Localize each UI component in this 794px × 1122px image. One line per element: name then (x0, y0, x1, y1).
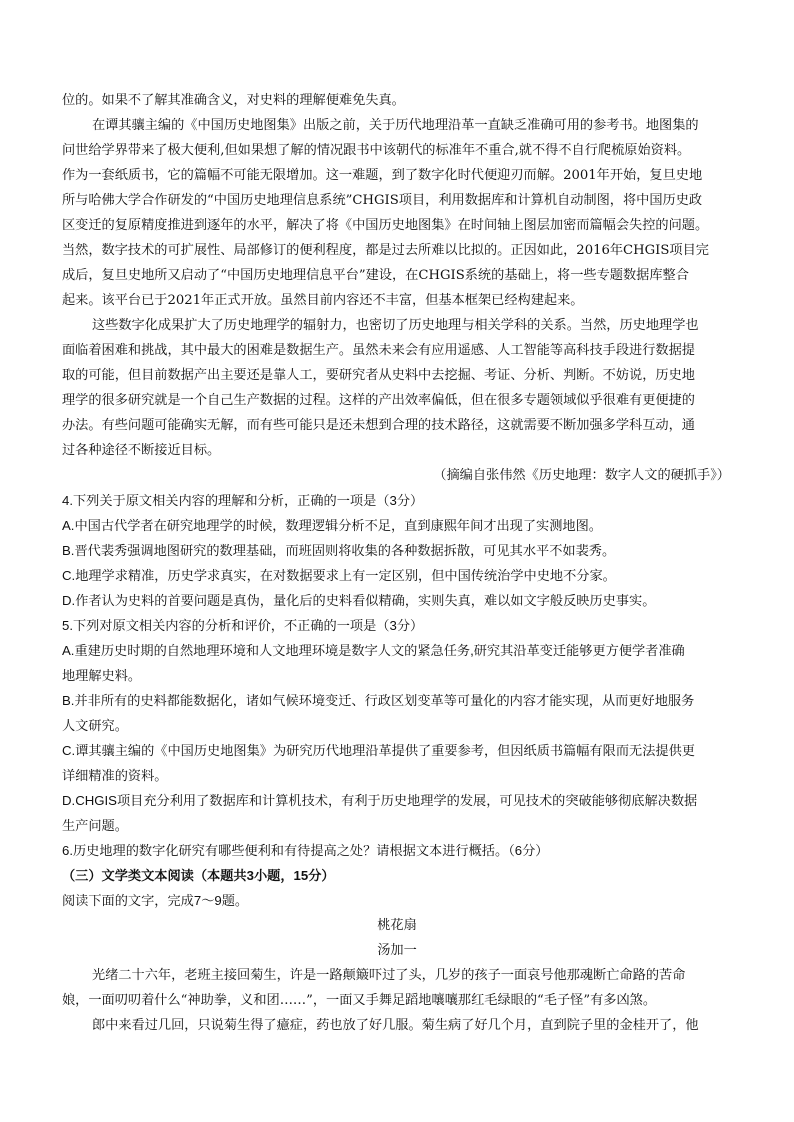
paragraph-line: 区变迁的复原精度推进到逐年的水平，解决了将《中国历史地图集》在时间轴上图层加密而篇幅会失控的问题。 (62, 218, 709, 233)
question-5-option-b: B.并非所有的史料都能数据化，诸如气候环境变迁、行政区划变革等可量化的内容才能实现，从而更好地服务 (62, 693, 695, 708)
question-5-option-d-cont: 生产问题。 (62, 818, 128, 833)
paragraph-line: 当然，数字技术的可扩展性、局部修订的便利程度，都是过去所难以比拟的。正因如此，2016年CHGIS项目完 (62, 243, 709, 258)
paragraph-line: 所与哈佛大学合作研发的“中国历史地理信息系统”CHGIS项目，利用数据库和计算机自动制图，将中国历史政 (62, 193, 703, 208)
paragraph-line: 理学的很多研究就是一个自己生产数据的过程。这样的产出效率偏低，但在很多专题领域似乎很难有更便捷的 (62, 393, 695, 408)
passage-tail-line: 位的。如果不了解其准确含义，对史料的理解便难免失真。 (62, 93, 405, 108)
question-5-option-a: A.重建历史时期的自然地理环境和人文地理环境是数字人文的紧急任务,研究其沿革变迁能够更方便学者准确 (62, 643, 685, 658)
paragraph-line: 这些数字化成果扩大了历史地理学的辐射力，也密切了历史地理与相关学科的关系。当然，历史地理学也 (92, 318, 699, 333)
story-line: 光绪二十六年，老班主接回菊生，许是一路颠簸吓过了头，几岁的孩子一面哀号他那魂断亡命路的苦命 (92, 968, 686, 983)
question-5-option-a-cont: 地理解史料。 (62, 668, 142, 683)
question-6: 6.历史地理的数字化研究有哪些便利和有待提高之处？请根据文本进行概括。（6分） (62, 843, 549, 858)
question-5-option-d: D.CHGIS项目充分利用了数据库和计算机技术，有利于历史地理学的发展，可见技术的突破能够彻底解决数据 (62, 793, 698, 808)
paragraph-line: 面临着困难和挑战，其中最大的困难是数据生产。虽然未来会有应用遥感、人工智能等高科技手段进行数据提 (62, 343, 695, 358)
section-instruction: 阅读下面的文字，完成7～9题。 (62, 893, 249, 908)
paragraph-line: 起来。该平台已于2021年正式开放。虽然目前内容还不丰富，但基本框架已经构建起来。 (62, 293, 584, 308)
question-5-option-c: C.谭其骧主编的《中国历史地图集》为研究历代地理沿革提供了重要参考，但因纸质书篇幅有限而无法提供更 (62, 743, 695, 758)
story-line: 郎中来看过几回，只说菊生得了癔症，药也放了好几服。菊生病了好几个月，直到院子里的金桂开了，他 (92, 1018, 699, 1033)
story-line: 娘，一面叨叨着什么“神助拳，义和团……”，一面又手舞足蹈地嚷嚷那红毛绿眼的“毛子怪”有多凶煞。 (62, 993, 657, 1008)
paragraph-line: 过各种途径不断接近目标。 (62, 443, 221, 458)
paragraph-line: 办法。有些问题可能确实无解，而有些可能只是还未想到合理的技术路径，这就需要不断加强多学科互动，通 (62, 418, 695, 433)
section-heading: （三）文学类文本阅读（本题共3小题，15分） (62, 868, 335, 883)
story-author: 汤加一 (377, 943, 417, 958)
source-citation: （摘编自张伟然《历史地理：数字人文的硬抓手》） (433, 468, 730, 483)
paragraph-line: 取的可能，但目前数据产出主要还是靠人工，要研究者从史料中去挖掘、考证、分析、判断。不妨说，历史地 (62, 368, 695, 383)
question-5-option-b-cont: 人文研究。 (62, 718, 128, 733)
question-4-stem: 4.下列关于原文相关内容的理解和分析，正确的一项是（3分） (62, 493, 424, 508)
paragraph-line: 在谭其骧主编的《中国历史地图集》出版之前，关于历代地理沿革一直缺乏准确可用的参考书。地图集的 (92, 118, 699, 133)
paragraph-line: 成后，复旦史地所又启动了“中国历史地理信息平台”建设，在CHGIS系统的基础上，将一些专题数据库整合 (62, 268, 689, 283)
question-4-option-a: A.中国古代学者在研究地理学的时候，数理逻辑分析不足，直到康熙年间才出现了实测地图。 (62, 518, 602, 533)
question-4-option-d: D.作者认为史料的首要问题是真伪，量化后的史料看似精确，实则失真，难以如文字般反映历史事实。 (62, 593, 656, 608)
question-5-option-c-cont: 详细精准的资料。 (62, 768, 168, 783)
question-5-stem: 5.下列对原文相关内容的分析和评价，不正确的一项是（3分） (62, 618, 424, 633)
question-4-option-c: C.地理学求精准，历史学求真实，在对数据要求上有一定区别，但中国传统治学中史地不分家。 (62, 568, 616, 583)
story-title: 桃花扇 (377, 918, 417, 933)
paragraph-line: 问世给学界带来了极大便利,但如果想了解的情况跟书中该朝代的标准年不重合,就不得不自行爬梳原始资料。 (62, 143, 691, 158)
paragraph-line: 作为一套纸质书，它的篇幅不可能无限增加。这一难题，到了数字化时代便迎刃而解。2001年开始，复旦史地 (62, 168, 703, 183)
question-4-option-b: B.晋代裴秀强调地图研究的数理基础，而班固则将收集的各种数据拆散，可见其水平不如裴秀。 (62, 543, 616, 558)
